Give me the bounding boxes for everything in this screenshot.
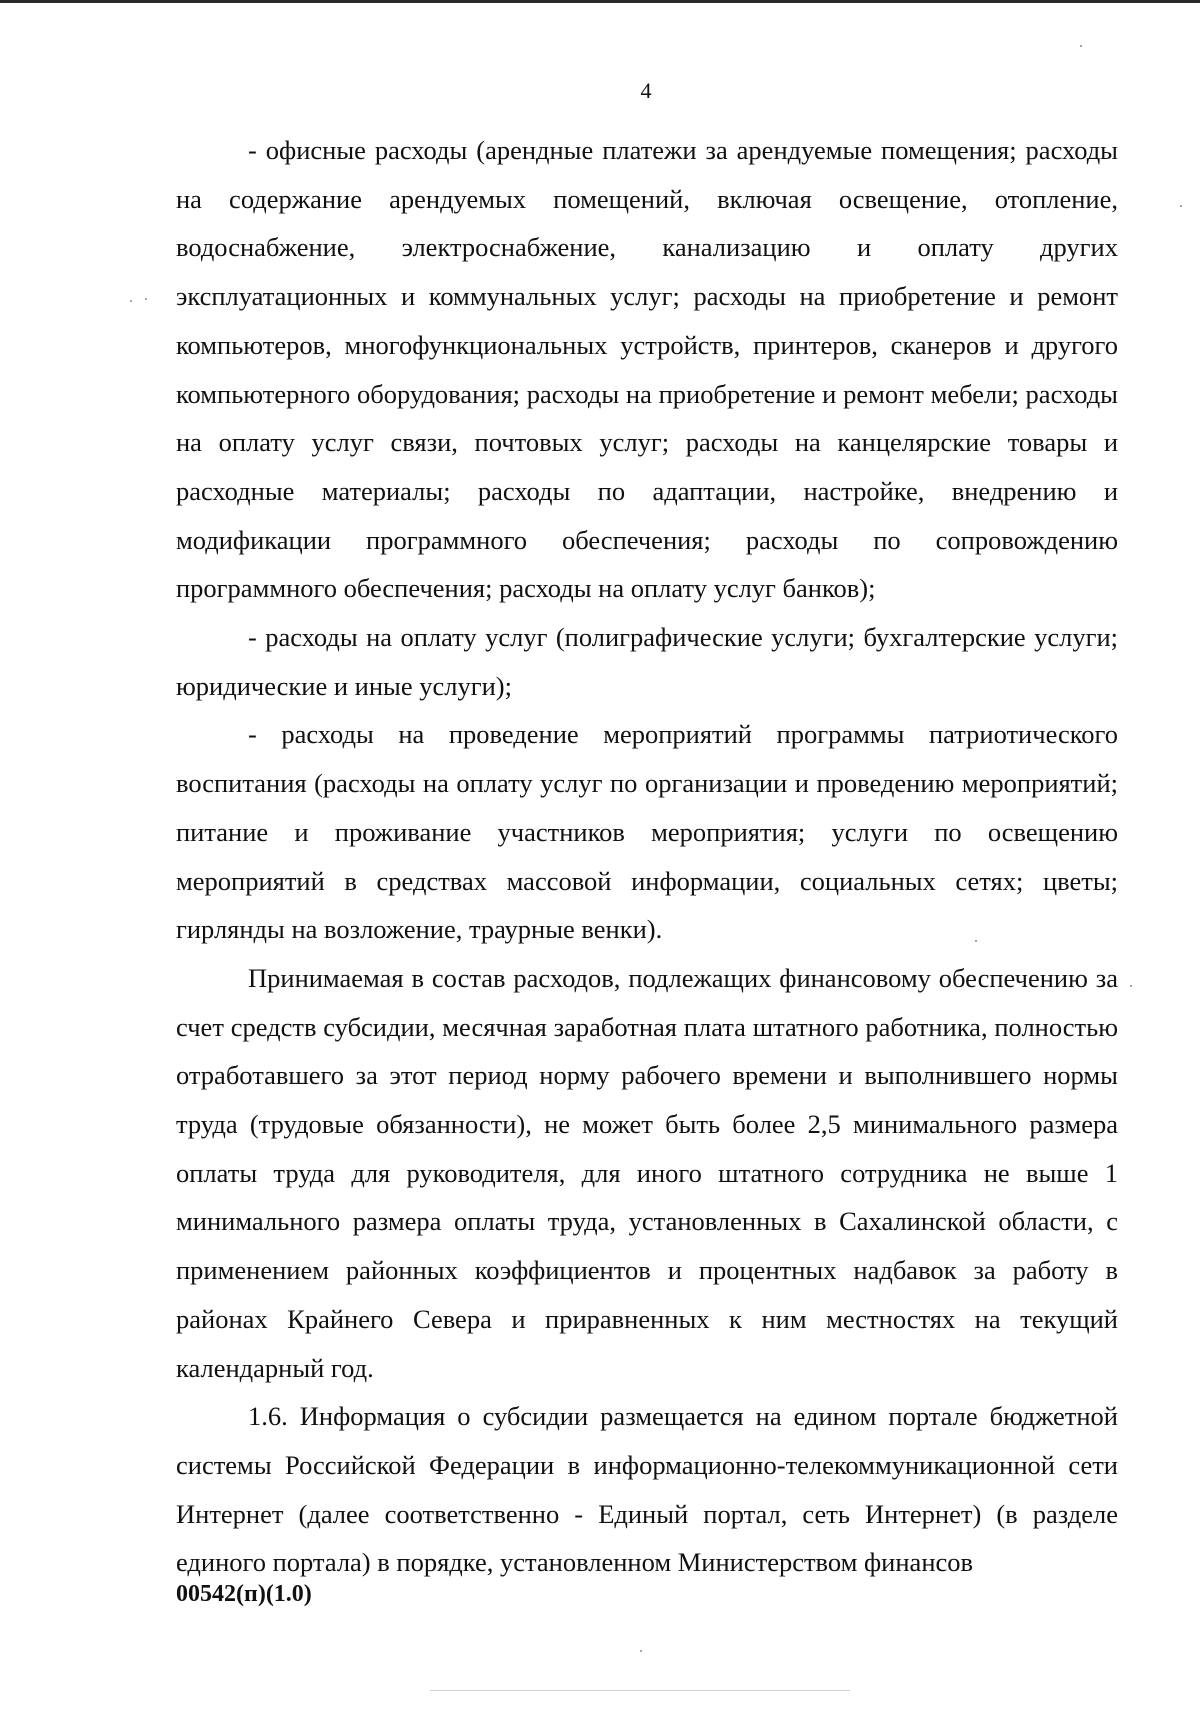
paragraph-services-expenses: - расходы на оплату услуг (полиграфические услуги; бухгалтерские услуги; юридические и иные услуги); [176,622,1118,701]
page-number: 4 [640,78,652,103]
scan-speck [1080,45,1082,47]
scan-speck [1180,205,1182,207]
paragraph-office-expenses: - офисные расходы (арендные платежи за арендуемые помещения; расходы на содержание арендуемых помещений, включая освещение, отопление, водоснабжение, электроснабжение, канализацию и оплату других эксплуатационных и коммунальных услуг; расходы на приобретение и ремонт компьютеров, многофункциональных устройств, принтеров, сканеров и другого компьютерного оборудования; расходы на приобретение и ремонт мебели; расходы на оплату услуг связи, почтовых услуг; расходы на канцелярские товары и расходные материалы; расходы по адаптации, настройке, внедрению и модификации программного обеспечения; расходы по сопровождению программного обеспечения; расходы на оплату услуг банков); [176,135,1118,604]
paragraph-patriotic-events: - расходы на проведение мероприятий программы патриотического воспитания (расходы на оплату услуг по организации и проведению мероприятий; питание и проживание участников мероприятия; услуги по освещению мероприятий в средствах массовой информации, социальных сетях; цветы; гирлянды на возложение, траурные венки). [176,719,1118,945]
top-edge-rule [0,0,1200,3]
paragraph-subsidy-information: 1.6. Информация о субсидии размещается на едином портале бюджетной системы Российской Федерации в информационно-телекоммуникационной сети Интернет (далее соответственно - Единый портал, сеть Интернет) (в разделе единого портала) в порядке, установленном Министерством финансов [176,1401,1118,1578]
paragraph-salary-limit: Принимаемая в состав расходов, подлежащих финансовому обеспечению за счет средств субсидии, месячная заработная плата штатного работника, полностью отработавшего за этот период норму рабочего времени и выполнившего нормы труда (трудовые обязанности), не может быть более 2,5 минимального размера оплаты труда для руководителя, для иного штатного сотрудника не выше 1 минимального размера оплаты труда, установленных в Сахалинской области, с применением районных коэффициентов и процентных надбавок за работу в районах Крайнего Севера и приравненных к ним местностях на текущий календарный год. [176,962,1118,1383]
document-code: 00542(п)(1.0) [176,1581,312,1607]
scan-speck [975,940,977,942]
scan-speck [130,300,132,302]
scan-speck [640,1650,642,1652]
body-text [176,126,1118,1587]
scan-speck [145,298,147,300]
bottom-scan-line [430,1690,850,1691]
scan-speck [1130,985,1132,987]
